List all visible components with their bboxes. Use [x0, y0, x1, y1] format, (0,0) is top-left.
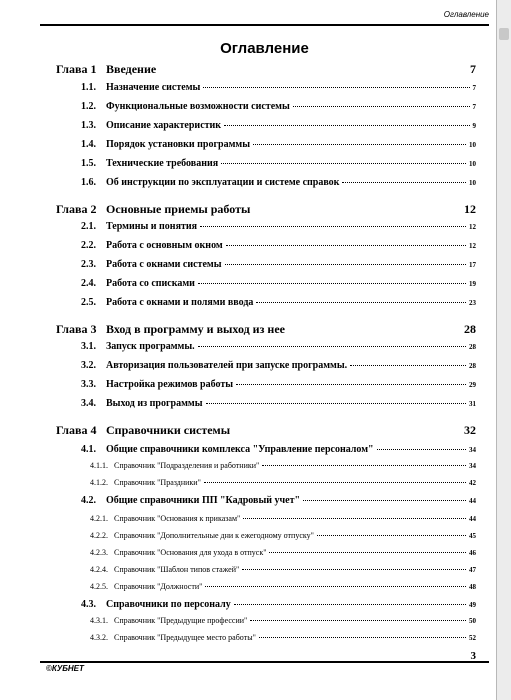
- toc-entry-page: 44: [469, 497, 476, 505]
- toc-dot-leader: [269, 551, 466, 553]
- toc-dot-leader: [203, 86, 469, 88]
- toc-entry-number: 4.2.: [81, 495, 96, 506]
- toc-dot-leader: [350, 364, 466, 366]
- vertical-scrollbar[interactable]: [497, 0, 511, 700]
- toc-entry-number: 4.2.3.: [90, 548, 108, 557]
- toc-entry-number: Глава 1: [56, 62, 97, 76]
- toc-dot-leader: [159, 70, 467, 71]
- toc-entry-title: Работа со списками: [106, 278, 195, 289]
- toc-entry-page: 10: [469, 160, 476, 168]
- toc-entry-title: Запуск программы.: [106, 341, 195, 352]
- toc-entry-number: 3.1.: [81, 341, 96, 352]
- toc-dot-leader: [233, 431, 461, 432]
- toc-entry-number: Глава 2: [56, 202, 97, 216]
- toc-entry-number: 2.5.: [81, 297, 96, 308]
- toc-entry-chapter[interactable]: [0, 202, 496, 217]
- toc-dot-leader: [243, 517, 466, 519]
- toc-entry-number: 1.5.: [81, 158, 96, 169]
- toc-dot-leader: [253, 143, 466, 145]
- running-header: Оглавление: [443, 10, 489, 19]
- toc-entry-section[interactable]: [0, 221, 496, 232]
- toc-entry-title: Справочник "Основания для ухода в отпуск": [114, 548, 267, 557]
- toc-entry-subsection[interactable]: [0, 531, 496, 540]
- toc-dot-leader: [256, 301, 466, 303]
- toc-entry-section[interactable]: [0, 139, 496, 150]
- toc-entry-title: Авторизация пользователей при запуске программы.: [106, 360, 348, 371]
- toc-entry-chapter[interactable]: [0, 423, 496, 438]
- toc-dot-leader: [317, 534, 466, 536]
- toc-dot-leader: [198, 345, 466, 347]
- toc-entry-section[interactable]: [0, 398, 496, 409]
- scrollbar-thumb[interactable]: [499, 28, 509, 40]
- toc-dot-leader: [250, 619, 466, 621]
- toc-entry-title: Функциональные возможности системы: [106, 101, 290, 112]
- toc-entry-number: 4.3.1.: [90, 616, 108, 625]
- toc-entry-page: 10: [469, 141, 476, 149]
- toc-entry-title: Введение: [106, 62, 157, 76]
- toc-entry-number: 1.4.: [81, 139, 96, 150]
- page-title: Оглавление: [220, 40, 309, 57]
- toc-entry-title: Справочник "Основания к приказам": [114, 514, 241, 523]
- toc-entry-title: Справочник "Шаблон типов стажей": [114, 565, 240, 574]
- toc-entry-page: 12: [464, 202, 476, 216]
- toc-entry-title: Общие справочники комплекса "Управление персоналом": [106, 444, 374, 455]
- toc-entry-number: 4.2.1.: [90, 514, 108, 523]
- toc-entry-title: Об инструкции по эксплуатации и системе справок: [106, 177, 340, 188]
- toc-entry-title: Описание характеристик: [106, 120, 222, 131]
- toc-entry-page: 44: [469, 515, 476, 523]
- toc-entry-title: Работа с основным окном: [106, 240, 223, 251]
- toc-entry-section[interactable]: [0, 101, 496, 112]
- toc-entry-section[interactable]: [0, 259, 496, 270]
- toc-entry-number: 2.4.: [81, 278, 96, 289]
- toc-entry-title: Вход в программу и выход из нее: [106, 322, 285, 336]
- toc-entry-page: 12: [469, 223, 476, 231]
- toc-dot-leader: [226, 244, 466, 246]
- toc-entry-page: 48: [469, 583, 476, 591]
- toc-entry-page: 7: [472, 103, 476, 111]
- toc-dot-leader: [342, 181, 466, 183]
- toc-entry-title: Технические требования: [106, 158, 219, 169]
- toc-dot-leader: [259, 636, 466, 638]
- toc-entry-title: Выход из программы: [106, 398, 203, 409]
- toc-entry-title: Справочник "Подразделения и работники": [114, 461, 260, 470]
- toc-entry-title: Справочник "Должности": [114, 582, 203, 591]
- toc-dot-leader: [205, 585, 466, 587]
- toc-entry-title: Основные приемы работы: [106, 202, 251, 216]
- toc-entry-page: 32: [464, 423, 476, 437]
- toc-entry-page: 31: [469, 400, 476, 408]
- toc-entry-number: 4.2.5.: [90, 582, 108, 591]
- toc-entry-number: 1.6.: [81, 177, 96, 188]
- toc-entry-page: 34: [469, 462, 476, 470]
- toc-entry-number: 4.1.: [81, 444, 96, 455]
- toc-entry-section[interactable]: [0, 120, 496, 131]
- toc-dot-leader: [198, 282, 466, 284]
- toc-entry-section[interactable]: [0, 240, 496, 251]
- toc-dot-leader: [293, 105, 470, 107]
- toc-entry-page: 7: [472, 84, 476, 92]
- toc-entry-page: 29: [469, 381, 476, 389]
- toc-entry-subsection[interactable]: [0, 633, 496, 642]
- toc-entry-subsection[interactable]: [0, 514, 496, 523]
- toc-entry-page: 19: [469, 280, 476, 288]
- toc-entry-title: Работа с окнами и полями ввода: [106, 297, 254, 308]
- toc-entry-page: 49: [469, 601, 476, 609]
- toc-entry-subsection[interactable]: [0, 461, 496, 470]
- toc-entry-page: 42: [469, 479, 476, 487]
- toc-entry-page: 28: [464, 322, 476, 336]
- toc-entry-number: 1.3.: [81, 120, 96, 131]
- toc-entry-number: 4.2.4.: [90, 565, 108, 574]
- toc-dot-leader: [303, 499, 466, 501]
- toc-entry-title: Справочники по персоналу: [106, 599, 231, 610]
- toc-dot-leader: [206, 402, 466, 404]
- toc-entry-page: 10: [469, 179, 476, 187]
- toc-entry-subsection[interactable]: [0, 565, 496, 574]
- toc-entry-section[interactable]: [0, 341, 496, 352]
- toc-dot-leader: [221, 162, 466, 164]
- toc-entry-page: 47: [469, 566, 476, 574]
- toc-entry-subsection[interactable]: [0, 478, 496, 487]
- toc-entry-page: 50: [469, 617, 476, 625]
- toc-entry-section[interactable]: [0, 599, 496, 610]
- toc-entry-number: 3.3.: [81, 379, 96, 390]
- toc-entry-page: 23: [469, 299, 476, 307]
- toc-entry-title: Назначение системы: [106, 82, 201, 93]
- toc-entry-page: 52: [469, 634, 476, 642]
- toc-entry-number: 1.1.: [81, 82, 96, 93]
- toc-entry-section[interactable]: [0, 82, 496, 93]
- toc-dot-leader: [253, 210, 461, 211]
- toc-entry-page: 17: [469, 261, 476, 269]
- footer-copyright: ©КУБНЕТ: [46, 664, 84, 673]
- toc-entry-page: 45: [469, 532, 476, 540]
- toc-entry-number: 4.3.2.: [90, 633, 108, 642]
- footer-rule: [40, 661, 489, 663]
- toc-entry-title: Справочник "Предыдущие профессии": [114, 616, 248, 625]
- toc-entry-number: 4.2.2.: [90, 531, 108, 540]
- toc-entry-chapter[interactable]: [0, 322, 496, 337]
- toc-entry-section[interactable]: [0, 495, 496, 506]
- toc-entry-section[interactable]: [0, 360, 496, 371]
- toc-entry-number: Глава 3: [56, 322, 97, 336]
- toc-dot-leader: [262, 464, 466, 466]
- toc-entry-page: 28: [469, 362, 476, 370]
- toc-entry-title: Работа с окнами системы: [106, 259, 222, 270]
- toc-entry-title: Справочник "Праздники": [114, 478, 201, 487]
- toc-entry-number: 2.1.: [81, 221, 96, 232]
- toc-dot-leader: [236, 383, 466, 385]
- toc-entry-title: Настройка режимов работы: [106, 379, 234, 390]
- toc-entry-subsection[interactable]: [0, 616, 496, 625]
- toc-entry-title: Справочник "Дополнительные дни к ежегодному отпуску": [114, 531, 314, 540]
- toc-entry-title: Справочник "Предыдущее место работы": [114, 633, 256, 642]
- footer-page-number: 3: [470, 650, 476, 662]
- toc-entry-section[interactable]: [0, 158, 496, 169]
- toc-entry-page: 9: [472, 122, 476, 130]
- toc-entry-subsection[interactable]: [0, 548, 496, 557]
- toc-dot-leader: [224, 124, 469, 126]
- toc-entry-number: 3.4.: [81, 398, 96, 409]
- toc-entry-chapter[interactable]: [0, 62, 496, 77]
- toc-entry-page: 46: [469, 549, 476, 557]
- toc-entry-section[interactable]: [0, 177, 496, 188]
- toc-entry-number: 4.1.1.: [90, 461, 108, 470]
- toc-entry-number: 4.3.: [81, 599, 96, 610]
- toc-dot-leader: [377, 448, 466, 450]
- toc-entry-title: Справочники системы: [106, 423, 231, 437]
- toc-entry-section[interactable]: [0, 379, 496, 390]
- toc-dot-leader: [242, 568, 466, 570]
- toc-entry-section[interactable]: [0, 297, 496, 308]
- toc-entry-page: 34: [469, 446, 476, 454]
- toc-entry-number: 3.2.: [81, 360, 96, 371]
- toc-entry-section[interactable]: [0, 444, 496, 455]
- toc-entry-number: 2.2.: [81, 240, 96, 251]
- toc-entry-page: 12: [469, 242, 476, 250]
- toc-entry-number: Глава 4: [56, 423, 97, 437]
- toc-dot-leader: [288, 330, 461, 331]
- toc-entry-title: Общие справочники ПП "Кадровый учет": [106, 495, 301, 506]
- toc-entry-page: 7: [470, 62, 476, 76]
- toc-entry-number: 4.1.2.: [90, 478, 108, 487]
- toc-entry-number: 1.2.: [81, 101, 96, 112]
- toc-dot-leader: [234, 603, 466, 605]
- toc-dot-leader: [225, 263, 466, 265]
- toc-entry-title: Порядок установки программы: [106, 139, 251, 150]
- toc-entry-page: 28: [469, 343, 476, 351]
- header-rule: [40, 24, 489, 26]
- toc-entry-section[interactable]: [0, 278, 496, 289]
- toc-dot-leader: [200, 225, 466, 227]
- toc-entry-subsection[interactable]: [0, 582, 496, 591]
- toc-entry-number: 2.3.: [81, 259, 96, 270]
- toc-dot-leader: [204, 481, 466, 483]
- toc-entry-title: Термины и понятия: [106, 221, 198, 232]
